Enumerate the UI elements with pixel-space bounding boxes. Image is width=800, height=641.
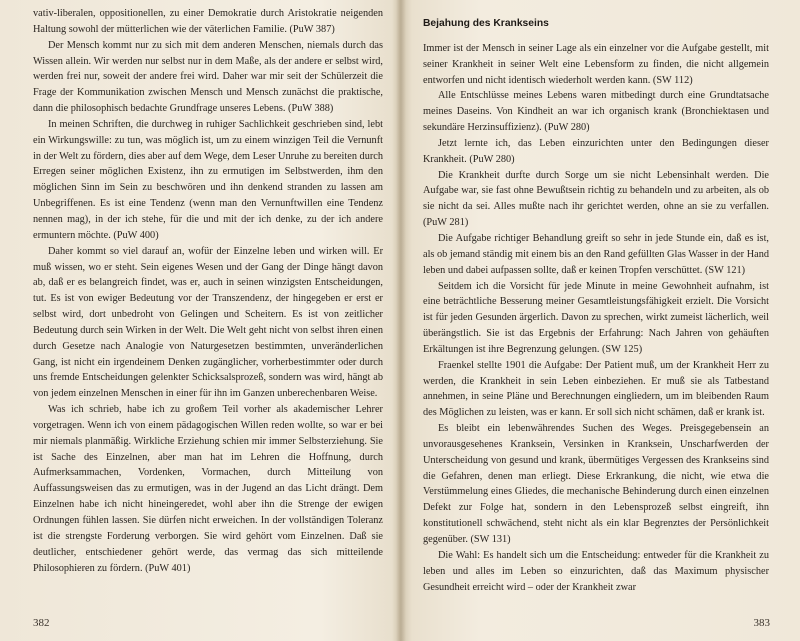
right-paragraph-1: Immer ist der Mensch in seiner Lage als ein einzelner vor die Aufgabe gestellt, mit seiner Krankheit in seiner Welt eine Lebensform zu finden, die nicht allgemein entworfen und nicht identisch wiederholt werden kann. (SW 112): [423, 42, 769, 86]
right-paragraph-6: Seitdem ich die Vorsicht für jede Minute in meine Gewohnheit aufnahm, ist eine beträchtliche Besserung meiner Gesamtleistungsfähigkeit erzielt. Die Vorsicht ist für jeden Gesunden ärgerlich. Davon zu sprechen, wirkt zumeist lächerlich, weil überängstlich. Sie ist das Ergebnis der Erfahrung: Nach Jahren von gehäuften Erkältungen ist ihre Begrenzung gelungen. (SW 125): [423, 280, 769, 355]
left-page: [33, 6, 383, 576]
right-paragraph-3: Jetzt lernte ich, das Leben einzurichten unter den Bedingungen dieser Krankheit. (PuW 280): [423, 137, 769, 165]
right-paragraph-2: Alle Entschlüsse meines Lebens waren mitbedingt durch eine Grundtatsache meines Daseins. Von Kindheit an war ich organisch krank (Bronchiektasen und sekundäre Herzinsuffizienz). (PuW 280): [423, 90, 769, 134]
left-paragraph-3: In meinen Schriften, die durchweg in ruhiger Sachlichkeit geschrieben sind, lebt ein Wirkungswille: zu tun, was möglich ist, um zu einem winzigen Teil die Vernunft in der Welt zu fördern, dies aber auf dem Wege, dem Leser Unruhe zu bereiten durch Erregen seiner möglichen Existenz, ihn zu ermutigen im Selbstwerden, ihm den möglichen Sinn im Sein zu beschwören und ihn denkend stranden zu lassen am Unbegriffenen. Es ist eine Tendenz (wenn man den Vernunftwillen eine Tendenz nennen mag), in der ich stehe, für die und mit der ich denke, zu der ich andere ermuntern möchte. (PuW 400): [33, 118, 383, 241]
book-gutter: [396, 0, 406, 641]
left-paragraph-4: Daher kommt so viel darauf an, wofür der Einzelne leben und wirken will. Er muß wissen, wo er steht. Sein eigenes Wesen und der Gang der Dinge hängt davon ab, daß er es belangreich findet, was er, auch in seinen winzigsten Entscheidungen, tut. Es ist von ewiger Bedeutung vor der Transzendenz, der hingegeben er erst er selbst wird, dort unbedroht von Gelingen und Scheitern. Es ist von zeitlicher Bedeutung durch sein Wirken in der Welt. Die Welt geht nicht von selbst ihren einen durch Gesetze nach Analogie von Naturgesetzen bestimmten, unveränderlichen Gang, ist nicht ein irgendeinem Denken zugänglicher, vorherbestimmter oder durch uns fremde Entscheidungen gelenkter Schicksalsprozeß, sondern was wird, hängt ab von jedem einzelnen Menschen in einer für ihn im Ganzen unberechenbaren Weise.: [33, 245, 383, 400]
right-paragraph-8: Es bleibt ein lebenwährendes Suchen des Weges. Preisgegebensein an unvorausgesehenes Kranksein, Versinken in Kranksein, Unscharfwerden der Unterscheidung von gesund und krank, übermütiges Vergessen des Krankseins sind die Gefahren, denen man erliegt. Diese Erkrankung, die nicht, wie etwa die Verstümmelung eines Gliedes, die mechanische Behinderung durch einen einzelnen Defekt zur Folge hat, sondern in den Lebensprozeß selbst eingreift, ihn konstitutionell schwächend, steht nicht als ein klar Begrenztes der Persönlichkeit gegenüber. (SW 131): [423, 423, 769, 545]
page-number-left: 382: [33, 617, 50, 629]
right-paragraph-7: Fraenkel stellte 1901 die Aufgabe: Der Patient muß, um der Krankheit Herr zu werden, die Krankheit in sein Leben einbeziehen. Er muß sie als Tatbestand annehmen, in seine Pläne und Berechnungen eingliedern, um im bleibenden Raum des Möglichen zu leisten, was er kann. Er soll sich nicht schämen, daß er krank ist.: [423, 359, 769, 419]
page-number-right: 383: [753, 617, 770, 629]
left-paragraph-5: Was ich schrieb, habe ich zu großem Teil vorher als akademischer Lehrer vorgetragen. Wenn ich von einem pädagogischen Willen reden wollte, so war er bei mir niemals planmäßig. Wirkliche Erziehung schien mir immer Selbsterziehung. Sie ist Sache des Einzelnen, aber man hat im Lehren die Hoffnung, durch Aufmerksammachen, Vordenken, Vormachen, durch Mitteilung von Auffassungsweisen das zu ermutigen, was in der Jugend an das Licht drängt. Dem Einzelnen habe ich nicht hineingeredet, wohl aber ihn die Strenge der ewigen Ordnungen fühlen lassen. Sie dürfen nicht erweichen. In der vollständigen Toleranz ist die strengste Forderung verborgen. Sie wird gehört vom Einzelnen. Daß sie deutlicher, entschiedener gehört werde, das vermag das sich mitteilende Philosophieren zu fördern. (PuW 401): [33, 404, 383, 574]
section-heading: Bejahung des Krankseins: [423, 18, 549, 29]
right-paragraph-4: Die Krankheit durfte durch Sorge um sie nicht Lebensinhalt werden. Die Aufgabe war, sie fast ohne Bewußtsein richtig zu behandeln und zu arbeiten, als ob sie nicht da sei. Alles mußte nach ihr gerichtet werden, ohne an sie zu verfallen. (PuW 281): [423, 169, 769, 229]
left-paragraph-1: vativ-liberalen, oppositionellen, zu einer Demokratie durch Aristokratie neigenden Haltung sowohl der mütterlichen wie der väterlichen Familie. (PuW 387): [33, 8, 383, 35]
right-page: [423, 6, 769, 595]
right-paragraph-5: Die Aufgabe richtiger Behandlung greift so sehr in jede Stunde ein, daß es ist, als ob jemand ständig mit einem bis an den Rand gefüllten Glas Wasser in der Hand leben und dabei aufpassen sollte, daß er keinen Tropfen verschüttet. (SW 121): [423, 232, 769, 276]
left-paragraph-2: Der Mensch kommt nur zu sich mit dem anderen Menschen, niemals durch das Wissen allein. Wir werden nur selbst nur in dem Maße, als der andere er selbst wird, werden frei nur, soweit der andere frei wird. Daher war mir seit der Schülerzeit die Frage der Kommunikation zwischen Mensch und Mensch zunächst die praktische, dann die philosophisch bedachte Grundfrage unseres Lebens. (PuW 388): [33, 39, 383, 115]
right-paragraph-9: Die Wahl: Es handelt sich um die Entscheidung: entweder für die Krankheit zu leben und alles im Leben so einzurichten, daß das Maximum physischer Gesundheit erreicht wird – oder der Krankheit zwar: [423, 549, 769, 593]
